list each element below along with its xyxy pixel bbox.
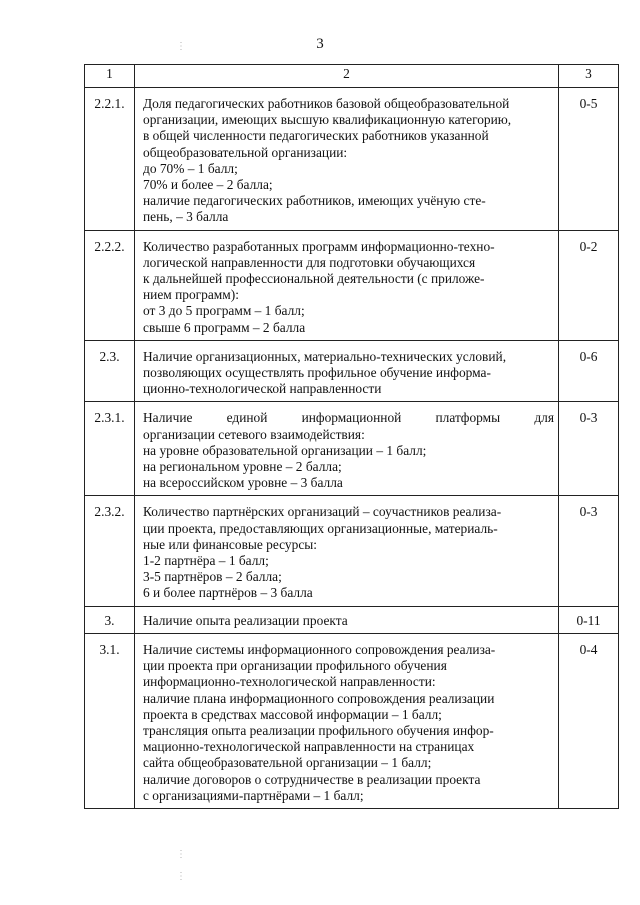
criterion-text <box>135 88 559 231</box>
criterion-line: наличие договоров о сотрудничестве в реализации проекта <box>143 771 481 787</box>
row-number: 2.2.2. <box>85 230 135 340</box>
criterion-line: Доля педагогических работников базовой общеобразовательной <box>143 96 510 111</box>
row-number: 3. <box>85 606 135 633</box>
criterion-line: 6 и более партнёров – 3 балла <box>143 585 313 601</box>
criterion-line: от 3 до 5 программ – 1 балл; <box>143 303 305 319</box>
criterion-line: 1-2 партнёра – 1 балл; <box>143 553 269 569</box>
table-row <box>85 88 619 231</box>
criterion-line: 3-5 партнёров – 2 балла; <box>143 569 282 585</box>
criterion-text <box>135 606 559 633</box>
criterion-line: информационно-технологической направленности: <box>143 674 436 690</box>
scan-mark: ⋮ <box>176 871 186 882</box>
criterion-line: Наличие системы информационного сопровождения реализа- <box>143 641 496 657</box>
criterion-line: организации сетевого взаимодействия: <box>143 426 365 442</box>
page-number: 3 <box>316 36 324 52</box>
row-number: 2.3. <box>85 340 135 402</box>
criterion-line: ции проекта при организации профильного обучения <box>143 658 447 674</box>
criterion-line: Наличие опыта реализации проекта <box>143 612 348 628</box>
criterion-line: нием программ): <box>143 287 239 303</box>
criterion-line: сайта общеобразовательной организации – 1 балл; <box>143 755 432 771</box>
criterion-line: на всероссийском уровне – 3 балла <box>143 475 343 491</box>
row-number: 2.2.1. <box>85 88 135 231</box>
column-header-number: 1 <box>85 65 135 88</box>
criterion-line: Наличие организационных, материально-технических условий, <box>143 348 507 364</box>
points-range: 0-4 <box>559 633 619 808</box>
scan-mark: ⋮ <box>176 849 186 860</box>
criterion-line: Количество разработанных программ информационно-техно- <box>143 238 495 254</box>
criterion-line: трансляция опыта реализации профильного обучения инфор- <box>143 722 494 738</box>
table-row <box>85 402 619 496</box>
table-row <box>85 340 619 402</box>
criterion-text <box>135 496 559 606</box>
criterion-line: позволяющих осуществлять профильное обучение информа- <box>143 365 491 381</box>
criterion-line: логической направленности для подготовки обучающихся <box>143 254 476 270</box>
criteria-table <box>84 64 619 809</box>
table-row <box>85 230 619 340</box>
table-header-row <box>85 65 619 88</box>
column-header-criterion: 2 <box>135 65 559 88</box>
scan-mark: ⋮ <box>176 41 186 52</box>
table-row <box>85 496 619 606</box>
criterion-line: Количество партнёрских организаций – соучастников реализа- <box>143 504 502 520</box>
points-range: 0-3 <box>559 402 619 496</box>
column-header-points: 3 <box>559 65 619 88</box>
criterion-line: на уровне образовательной организации – 1 балл; <box>143 442 427 458</box>
criterion-text <box>135 230 559 340</box>
criterion-line: на региональном уровне – 2 балла; <box>143 459 342 475</box>
criterion-line: проекта в средствах массовой информации – 1 балл; <box>143 706 442 722</box>
criterion-line: ные или финансовые ресурсы: <box>143 536 317 552</box>
criterion-line: ции проекта, предоставляющих организационные, материаль- <box>143 520 498 536</box>
criterion-line: в общей численности педагогических работников указанной <box>143 128 489 144</box>
criterion-text <box>135 402 559 496</box>
criterion-line: пень, – 3 балла <box>143 209 229 225</box>
points-range: 0-11 <box>559 606 619 633</box>
row-number: 2.3.2. <box>85 496 135 606</box>
criterion-text <box>135 633 559 808</box>
table-row <box>85 606 619 633</box>
criterion-line: с организациями-партнёрами – 1 балл; <box>143 787 364 803</box>
criterion-line: ционно-технологической направленности <box>143 381 382 397</box>
criterion-line: к дальнейшей профессиональной деятельности (с приложе- <box>143 271 485 287</box>
row-number: 2.3.1. <box>85 402 135 496</box>
criterion-line: организации, имеющих высшую квалификационную категорию, <box>143 112 512 128</box>
criterion-line: наличие плана информационного сопровождения реализации <box>143 690 495 706</box>
criterion-line: наличие педагогических работников, имеющих учёную сте- <box>143 193 486 209</box>
criterion-line: общеобразовательной организации: <box>143 144 348 160</box>
points-range: 0-3 <box>559 496 619 606</box>
table-row <box>85 633 619 808</box>
criterion-line: до 70% – 1 балл; <box>143 160 238 176</box>
points-range: 0-5 <box>559 88 619 231</box>
points-range: 0-2 <box>559 230 619 340</box>
criterion-line: Наличие единой информационной платформы для <box>143 410 554 426</box>
criterion-text <box>135 340 559 402</box>
row-number: 3.1. <box>85 633 135 808</box>
criterion-line: мационно-технологической направленности на страницах <box>143 739 475 755</box>
points-range: 0-6 <box>559 340 619 402</box>
criterion-line: свыше 6 программ – 2 балла <box>143 319 306 335</box>
criterion-line: 70% и более – 2 балла; <box>143 177 273 193</box>
